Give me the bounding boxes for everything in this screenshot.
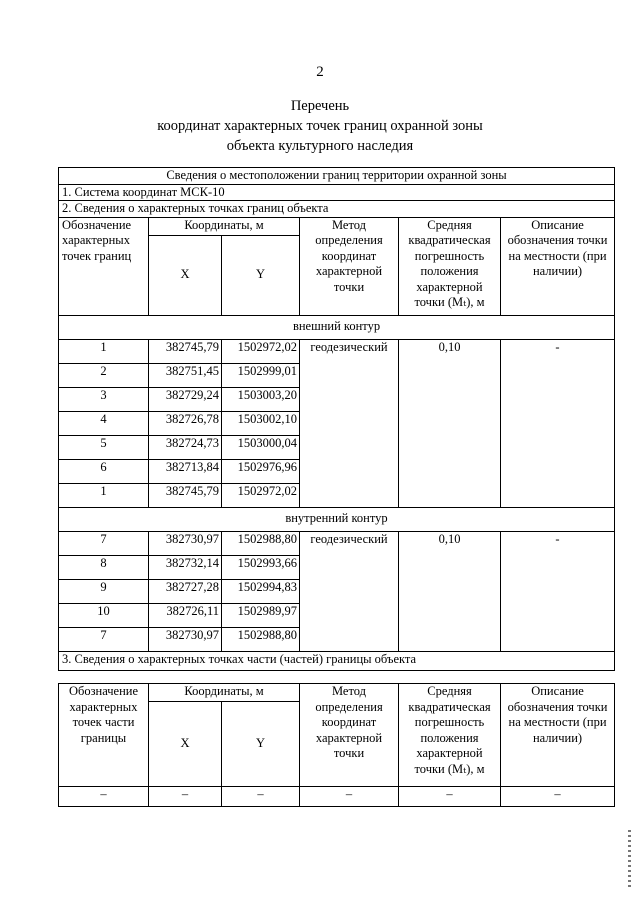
point-number: 9 bbox=[59, 579, 149, 603]
col-header-designation: Обозначение характерных точек границ bbox=[59, 217, 149, 315]
coord-y: 1502972,02 bbox=[222, 339, 300, 363]
outer-contour-label: внешний контур bbox=[59, 315, 615, 339]
col3-header-method: Метод определения координат характерной точки bbox=[300, 684, 399, 787]
point-number: 10 bbox=[59, 603, 149, 627]
document-title bbox=[0, 96, 640, 156]
coord-y: 1502988,80 bbox=[222, 531, 300, 555]
coord-x: 382726,78 bbox=[149, 411, 222, 435]
coord-y: 1502994,83 bbox=[222, 579, 300, 603]
point-number: 1 bbox=[59, 339, 149, 363]
coord-x: 382751,45 bbox=[149, 363, 222, 387]
col-header-accuracy: Средняя квадратическая погрешность положения характерной точки (Mₜ), м bbox=[399, 217, 501, 315]
point-number: 4 bbox=[59, 411, 149, 435]
point-number: 2 bbox=[59, 363, 149, 387]
section3-cell: – bbox=[300, 787, 399, 807]
outer-contour-rows bbox=[59, 339, 615, 507]
col-header-y: Y bbox=[222, 235, 300, 315]
section3-cell: – bbox=[399, 787, 501, 807]
coord-x: 382732,14 bbox=[149, 555, 222, 579]
section3-cell: – bbox=[501, 787, 615, 807]
point-number: 6 bbox=[59, 459, 149, 483]
coord-x: 382730,97 bbox=[149, 531, 222, 555]
section3-cell: – bbox=[149, 787, 222, 807]
col3-header-accuracy: Средняя квадратическая погрешность положения характерной точки (Mₜ), м bbox=[399, 684, 501, 787]
title-line-3: объекта культурного наследия bbox=[226, 138, 414, 154]
coord-y: 1503002,10 bbox=[222, 411, 300, 435]
coord-y: 1502993,66 bbox=[222, 555, 300, 579]
description-cell: - bbox=[501, 339, 615, 507]
title-line-1: Перечень bbox=[290, 98, 350, 114]
table-row bbox=[59, 339, 615, 363]
coord-x: 382745,79 bbox=[149, 339, 222, 363]
point-number: 1 bbox=[59, 483, 149, 507]
coord-y: 1502976,96 bbox=[222, 459, 300, 483]
description-cell: - bbox=[501, 531, 615, 651]
table-main-header: Сведения о местоположении границ территории охранной зоны bbox=[59, 168, 615, 185]
coord-y: 1502988,80 bbox=[222, 627, 300, 651]
coord-y: 1503000,04 bbox=[222, 435, 300, 459]
inner-contour-label: внутренний контур bbox=[59, 507, 615, 531]
inner-contour-rows bbox=[59, 531, 615, 651]
coord-y: 1502999,01 bbox=[222, 363, 300, 387]
accuracy-cell: 0,10 bbox=[399, 531, 501, 651]
coord-x: 382729,24 bbox=[149, 387, 222, 411]
method-cell: геодезический bbox=[300, 531, 399, 651]
col3-header-description: Описание обозначения точки на местности (при наличии) bbox=[501, 684, 615, 787]
section3-cell: – bbox=[222, 787, 300, 807]
section-2-heading: 2. Сведения о характерных точках границ объекта bbox=[59, 201, 615, 218]
col-header-coordinates: Координаты, м bbox=[149, 217, 300, 235]
scan-artifact bbox=[628, 830, 631, 890]
title-line-2: координат характерных точек границ охранной зоны bbox=[157, 118, 483, 134]
coord-y: 1503003,20 bbox=[222, 387, 300, 411]
coord-x: 382745,79 bbox=[149, 483, 222, 507]
point-number: 7 bbox=[59, 627, 149, 651]
coord-y: 1502989,97 bbox=[222, 603, 300, 627]
point-number: 5 bbox=[59, 435, 149, 459]
accuracy-cell: 0,10 bbox=[399, 339, 501, 507]
part-boundary-table bbox=[58, 683, 615, 807]
coord-x: 382713,84 bbox=[149, 459, 222, 483]
col-header-x: X bbox=[149, 235, 222, 315]
coord-y: 1502972,02 bbox=[222, 483, 300, 507]
method-cell: геодезический bbox=[300, 339, 399, 507]
table-row bbox=[59, 531, 615, 555]
col3-header-y: Y bbox=[222, 702, 300, 787]
col3-header-coordinates: Координаты, м bbox=[149, 684, 300, 702]
section-1-heading: 1. Система координат МСК-10 bbox=[59, 184, 615, 201]
col-header-method: Метод определения координат характерной точки bbox=[300, 217, 399, 315]
col3-header-designation: Обозначение характерных точек части границы bbox=[59, 684, 149, 787]
point-number: 3 bbox=[59, 387, 149, 411]
page-number: 2 bbox=[316, 64, 324, 80]
coordinates-table bbox=[58, 167, 615, 671]
coord-x: 382727,28 bbox=[149, 579, 222, 603]
section-3-heading: 3. Сведения о характерных точках части (частей) границы объекта bbox=[59, 651, 615, 670]
col3-header-x: X bbox=[149, 702, 222, 787]
col-header-description: Описание обозначения точки на местности (при наличии) bbox=[501, 217, 615, 315]
section3-cell: – bbox=[59, 787, 149, 807]
point-number: 7 bbox=[59, 531, 149, 555]
coord-x: 382730,97 bbox=[149, 627, 222, 651]
coord-x: 382724,73 bbox=[149, 435, 222, 459]
coord-x: 382726,11 bbox=[149, 603, 222, 627]
point-number: 8 bbox=[59, 555, 149, 579]
